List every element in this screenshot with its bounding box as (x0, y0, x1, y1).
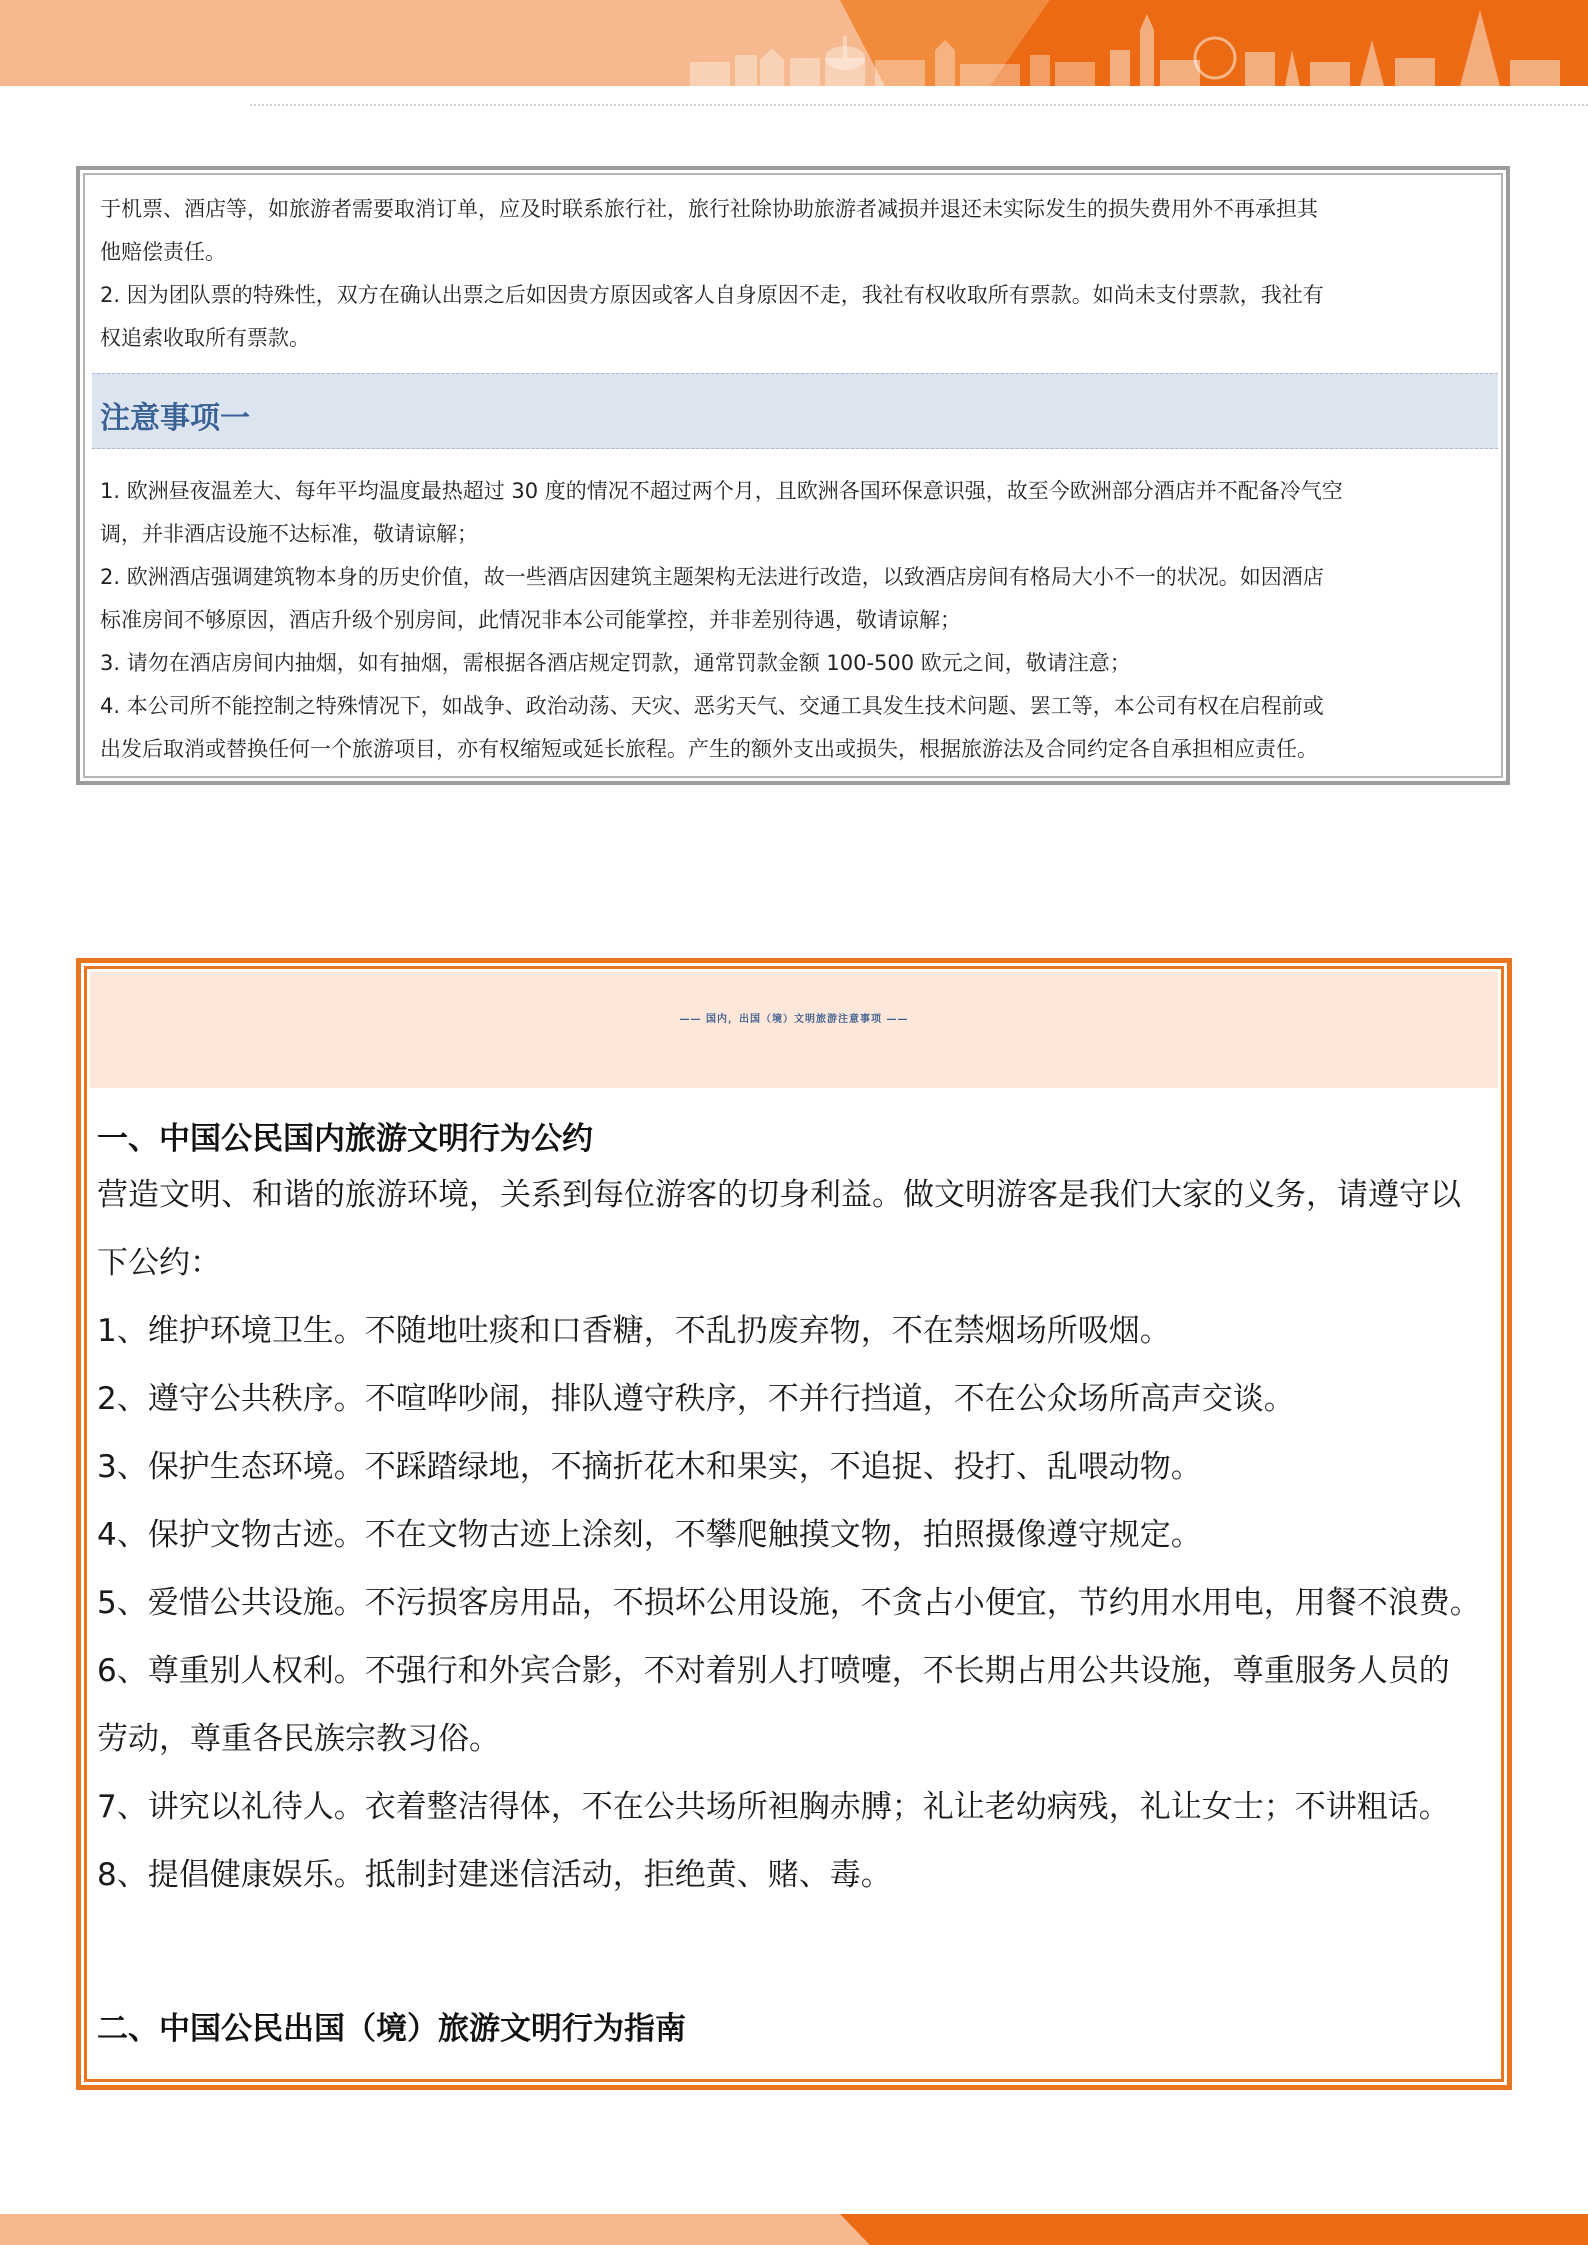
header-banner (0, 0, 1588, 86)
domestic-convention-heading: 一、中国公民国内旅游文明行为公约 (97, 1121, 593, 1157)
terms-box (76, 166, 1510, 785)
convention-line: 6、尊重别人权利。不强行和外宾合影，不对着别人打喷嚏，不长期占用公共设施，尊重服务人员的 (97, 1653, 1450, 1689)
header-divider (250, 104, 1588, 106)
convention-line: 5、爱惜公共设施。不污损客房用品，不损坏公用设施，不贪占小便宜，节约用水用电，用餐不浪费。 (97, 1585, 1481, 1621)
footer-band-dark (840, 2214, 1588, 2245)
note-line: 4. 本公司所不能控制之特殊情况下，如战争、政治动荡、天灾、恶劣天气、交通工具发生技术问题、罢工等，本公司有权在启程前或 (100, 694, 1324, 718)
note-line: 3. 请勿在酒店房间内抽烟，如有抽烟，需根据各酒店规定罚款，通常罚款金额 100-500 欧元之间，敬请注意； (100, 651, 1131, 675)
outbound-guide-heading: 二、中国公民出国（境）旅游文明行为指南 (97, 2011, 686, 2047)
ticket-term-line-1: 2. 因为团队票的特殊性，双方在确认出票之后如因贵方原因或客人自身原因不走，我社有权收取所有票款。如尚未支付票款，我社有 (100, 283, 1324, 307)
convention-line: 2、遵守公共秩序。不喧哗吵闹，排队遵守秩序，不并行挡道，不在公众场所高声交谈。 (97, 1381, 1295, 1417)
ticket-term-line-2: 权追索收取所有票款。 (100, 326, 310, 350)
civilized-travel-title-bar (90, 972, 1498, 1088)
convention-line: 4、保护文物古迹。不在文物古迹上涂刻，不攀爬触摸文物，拍照摄像遵守规定。 (97, 1517, 1202, 1553)
intro-line-1: 于机票、酒店等，如旅游者需要取消订单，应及时联系旅行社，旅行社除协助旅游者减损并退还未实际发生的损失费用外不再承担其 (100, 197, 1318, 221)
note-line: 2. 欧洲酒店强调建筑物本身的历史价值，故一些酒店因建筑主题架构无法进行改造，以致酒店房间有格局大小不一的状况。如因酒店 (100, 565, 1324, 589)
convention-line: 3、保护生态环境。不踩踏绿地，不摘折花木和果实，不追捉、投打、乱喂动物。 (97, 1449, 1202, 1485)
note-line: 1. 欧洲昼夜温差大、每年平均温度最热超过 30 度的情况不超过两个月，且欧洲各国环保意识强，故至今欧洲部分酒店并不配备冷气空 (100, 479, 1343, 503)
convention-line: 8、提倡健康娱乐。抵制封建迷信活动，拒绝黄、赌、毒。 (97, 1857, 892, 1893)
civilized-travel-box (76, 958, 1512, 2090)
note-line: 出发后取消或替换任何一个旅游项目，亦有权缩短或延长旅程。产生的额外支出或损失，根据旅游法及合同约定各自承担相应责任。 (100, 737, 1318, 761)
intro-line-2: 他赔偿责任。 (100, 240, 226, 264)
convention-line: 营造文明、和谐的旅游环境，关系到每位游客的切身利益。做文明游客是我们大家的义务，请遵守以 (97, 1177, 1461, 1213)
civilized-travel-title: —— 国内，出国（境）文明旅游注意事项 —— (679, 1014, 909, 1025)
city-skyline-icon (660, 0, 1588, 86)
convention-line: 下公约： (97, 1245, 221, 1281)
convention-line: 1、维护环境卫生。不随地吐痰和口香糖，不乱扔废弃物，不在禁烟场所吸烟。 (97, 1313, 1171, 1349)
footer-banner (0, 2214, 1588, 2245)
notes-section-title: 注意事项一 (100, 401, 250, 436)
note-line: 调，并非酒店设施不达标准，敬请谅解； (100, 522, 478, 546)
notes-section-header (92, 373, 1498, 449)
convention-line: 7、讲究以礼待人。衣着整洁得体，不在公共场所袒胸赤膊；礼让老幼病残，礼让女士；不讲粗话。 (97, 1789, 1450, 1825)
convention-line: 劳动，尊重各民族宗教习俗。 (97, 1721, 500, 1757)
note-line: 标准房间不够原因，酒店升级个别房间，此情况非本公司能掌控，并非差别待遇，敬请谅解； (100, 608, 961, 632)
